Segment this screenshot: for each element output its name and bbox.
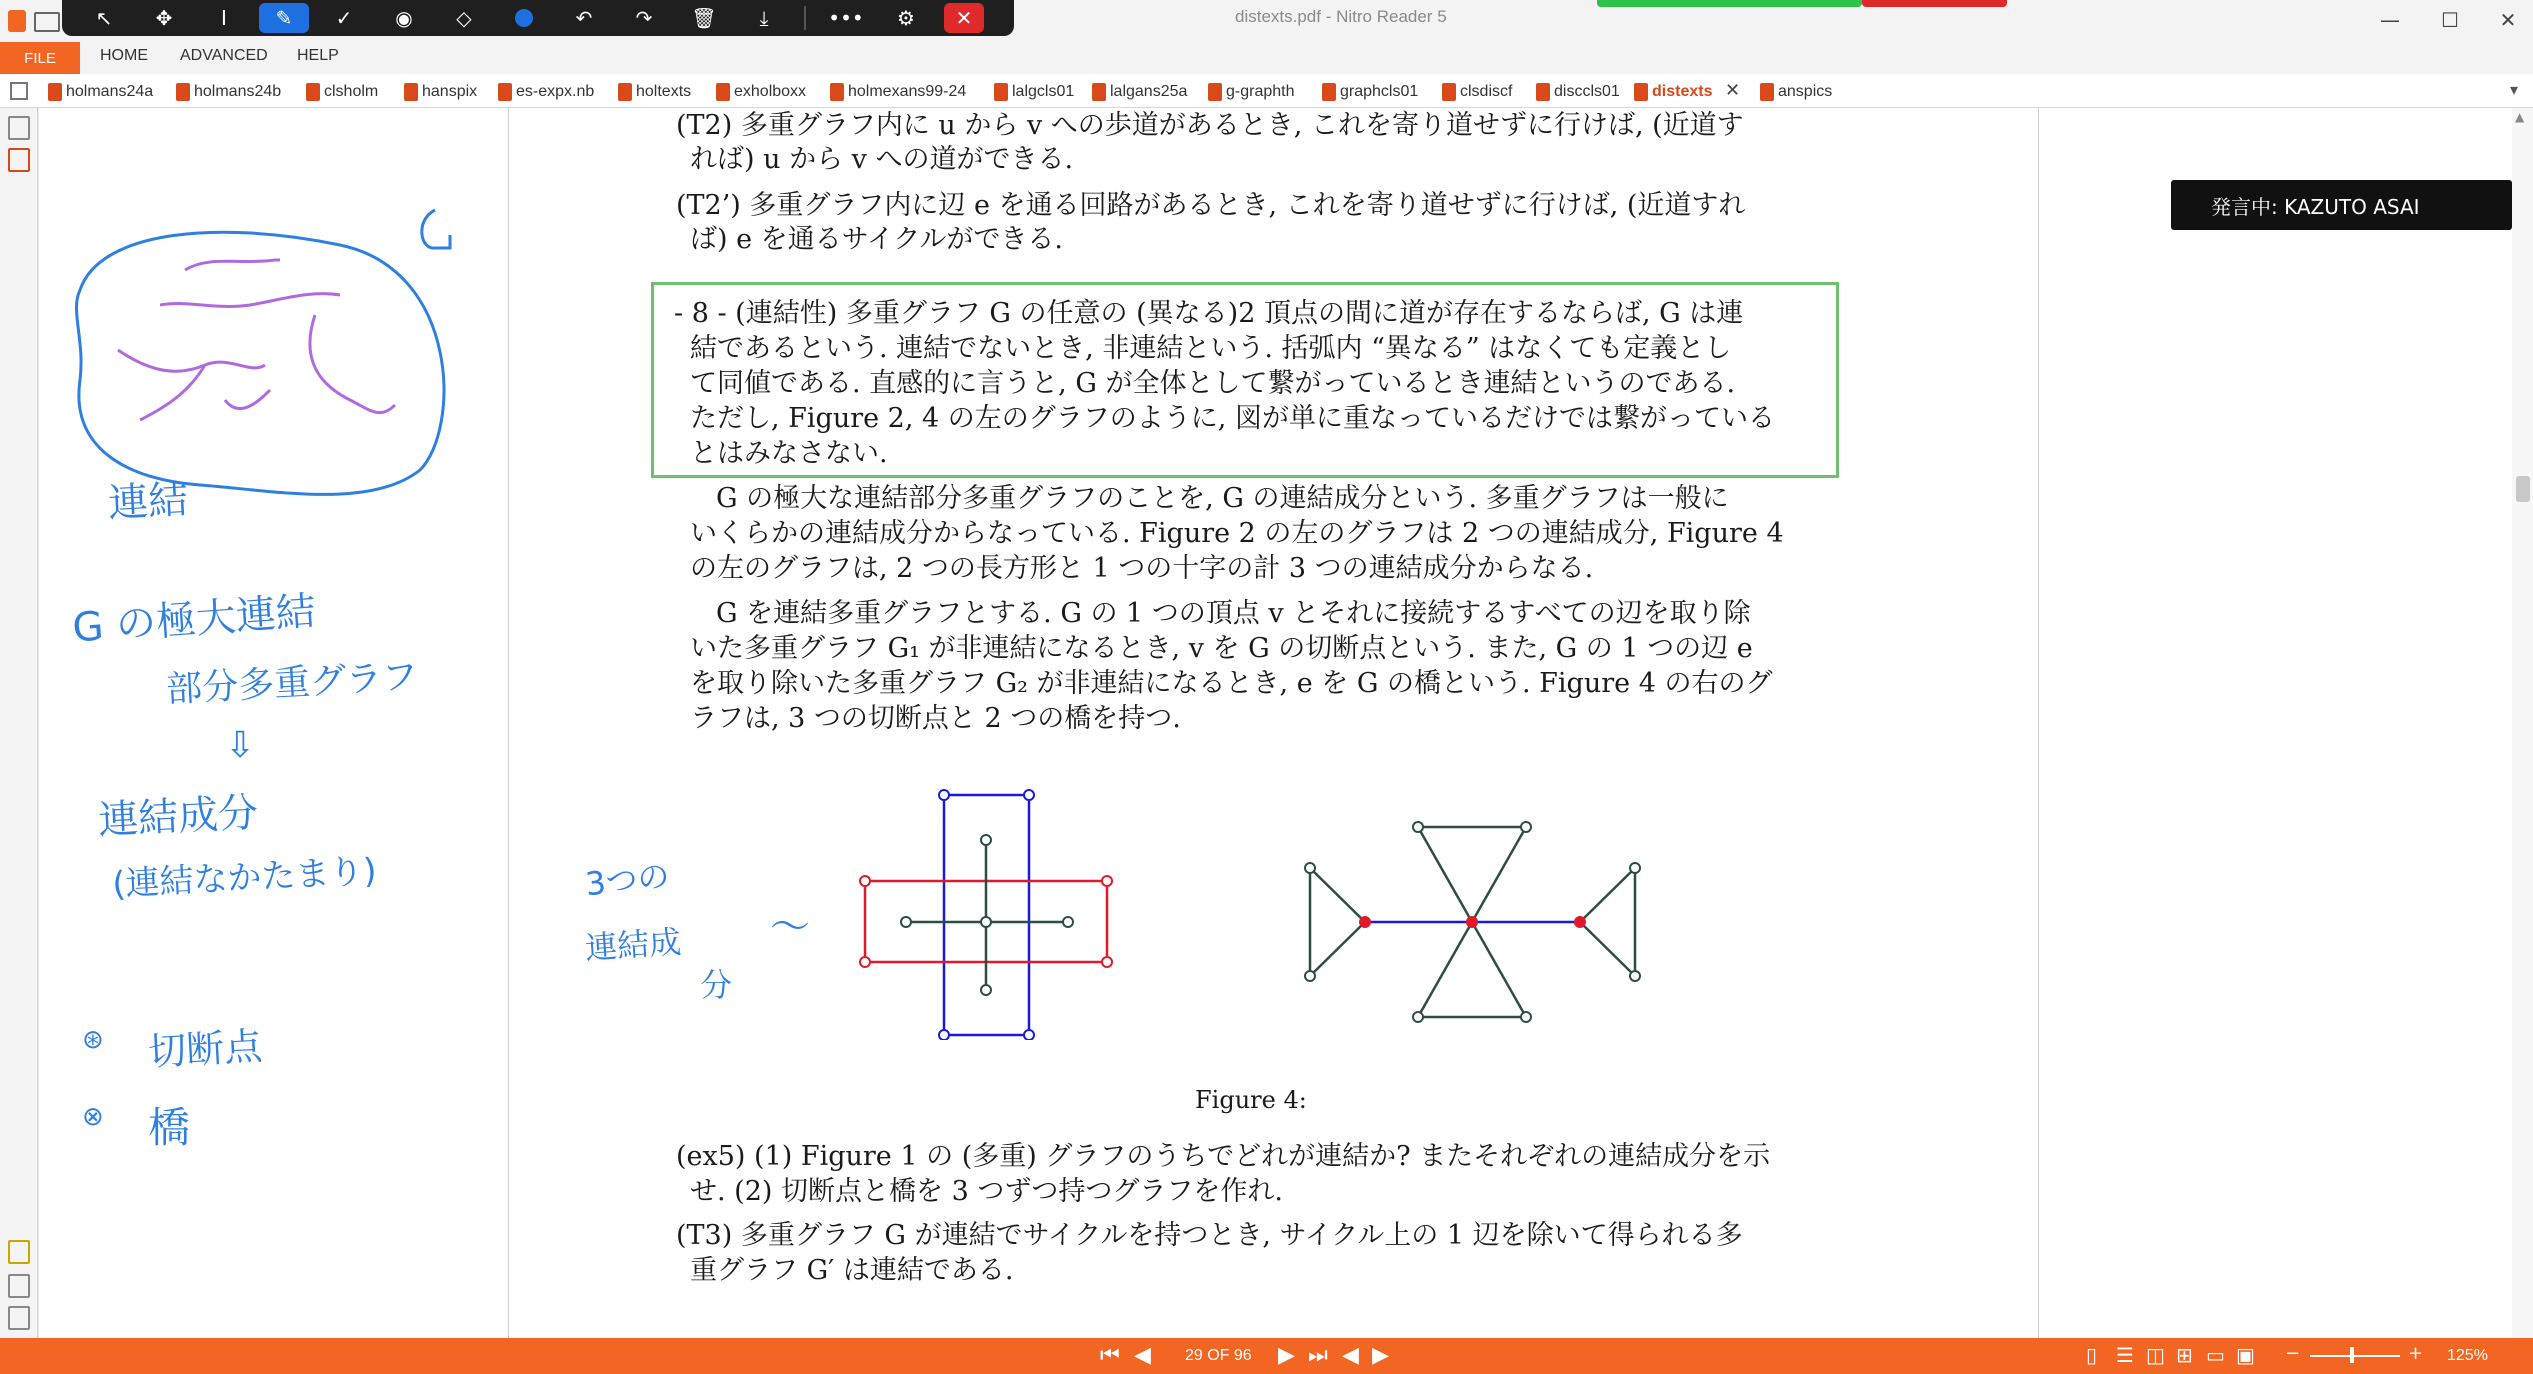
continuous-view-icon[interactable]: ☰ [2116,1343,2134,1367]
handnote-cut-bullet-icon: ⊛ [82,1025,104,1055]
def8-line1: - 8 - (連結性) 多重グラフ G の任意の (異なる)2 頂点の間に道が存在するならば, G は連 [674,298,1744,329]
def8-line2: 結であるという. 連結でないとき, 非連結という. 括弧内 “異なる” はなくても定義とし [690,333,1732,364]
pdf-file-icon [1634,83,1648,101]
menu-help[interactable]: HELP [297,47,339,64]
pen-icon[interactable]: ✎ [259,3,309,33]
handnote-three-3: 分 [700,966,733,1004]
previous-page-icon[interactable]: ◀ [1134,1343,1151,1368]
para2-line3: を取り除いた多重グラフ G₂ が非連結になるとき, e を G の橋という. Figure 4 の右のグ [690,668,1773,699]
handnote-down-arrow-icon: ⇩ [225,725,256,766]
tab-distexts[interactable] [1634,80,1712,104]
def8-line5: とはみなさない. [690,438,888,469]
pdf-file-icon [1322,83,1336,101]
handwritten-blob-sketch [40,190,520,520]
pdf-file-icon [498,83,512,101]
attachments-panel-icon[interactable] [8,1274,30,1298]
handnote-component: 連結成分 [97,789,260,845]
t2-line2: れば) u から v への道ができる. [690,144,1074,175]
para2-line1: G を連結多重グラフとする. G の 1 つの頂点 v とそれに接続するすべての辺を取り除 [716,598,1751,629]
pdf-file-icon [1536,83,1550,101]
handnote-renketsu: 連結 [107,476,190,528]
tab-label: disccls01 [1554,83,1620,100]
handnote-three-1: 3つの [583,856,672,904]
pages-panel-icon[interactable] [8,116,30,140]
ex5-line2: せ. (2) 切断点と橋を 3 つずつ持つグラフを作れ. [690,1176,1283,1207]
redo-icon[interactable]: ↷ [635,6,653,30]
handnote-component-paren: (連結なかたまり) [111,851,378,905]
tab-label: g-graphth [1226,83,1295,100]
t3-line2: 重グラフ G′ は連結である. [690,1255,1014,1286]
tab-label: graphcls01 [1340,83,1419,100]
pdf-file-icon [1760,83,1774,101]
zoom-level[interactable]: 125% [2447,1347,2488,1364]
pen-toolbar [62,0,1014,36]
para1-line2: いくらかの連結成分からなっている. Figure 2 の左のグラフは 2 つの連結成分, Figure 4 [690,518,1784,549]
tab-label: es-expx.nb [516,83,595,100]
download-icon[interactable]: ⤓ [759,6,769,30]
comments-panel-icon[interactable] [8,1240,30,1264]
left-sidebar [0,108,38,1338]
tab-label: hanspix [422,83,478,100]
tab-label: exholboxx [734,83,807,100]
pdf-file-icon [1092,83,1106,101]
para2-line4: ラフは, 3 つの切断点と 2 つの橋を持つ. [690,703,1181,734]
fit-page-icon[interactable]: ▣ [2236,1343,2255,1367]
tab-holmans24b[interactable] [176,80,281,104]
tab-label: clsholm [324,83,379,100]
pdf-file-icon [48,83,62,101]
undo-icon[interactable]: ↶ [575,6,593,30]
zoom-out-icon[interactable]: − [2285,1343,2301,1364]
ex5-line1: (ex5) (1) Figure 1 の (多重) グラフのうちでどれが連結か? またそれぞれの連結成分を示 [676,1141,1771,1172]
tab-label: anspics [1778,83,1833,100]
cut-vertex [1574,916,1586,928]
page-number-field[interactable]: 29 OF 96 [1185,1347,1252,1364]
settings-icon[interactable]: ⚙ [897,6,915,30]
pdf-file-icon [618,83,632,101]
tab-label: clsdiscf [1460,83,1513,100]
tab-g-graphth[interactable] [1208,80,1295,104]
pdf-file-icon [404,83,418,101]
tab-holtexts[interactable] [618,80,691,104]
page-border-right [2038,108,2039,1338]
tab-label: distexts [1652,83,1713,100]
tab-exholboxx[interactable] [716,80,806,104]
handnote-tilde: 〜 [770,904,810,950]
pdf-file-icon [994,83,1008,101]
handnote-three-2: 連結成 [583,922,683,968]
figure-caption: Figure 4: [1195,1086,1307,1114]
para1-line1: G の極大な連結部分多重グラフのことを, G の連結成分という. 多重グラフは一般に [716,483,1729,514]
pdf-file-icon [830,83,844,101]
zoom-in-icon[interactable]: + [2408,1343,2424,1364]
more-icon[interactable]: ••• [828,6,864,30]
tab-disccls01[interactable] [1536,80,1620,104]
scroll-up-icon[interactable]: ▲ [2515,110,2525,124]
tab-clsholm[interactable] [306,80,378,104]
close-icon[interactable]: ✕ [944,3,984,33]
tab-list-icon[interactable] [10,82,28,100]
next-view-icon[interactable]: ▶ [1372,1343,1389,1368]
tab-holmexans99-24[interactable] [830,80,966,104]
check-icon[interactable]: ✓ [335,6,353,30]
text-cursor-icon[interactable]: I [221,6,227,30]
t2p-line2: ば) e を通るサイクルができる. [690,224,1064,255]
tab-es-expx[interactable] [498,80,594,104]
last-page-icon[interactable]: ⏭ [1308,1343,1328,1368]
tab-label: holmans24b [194,83,282,100]
figure-4-graphs [850,780,1650,1040]
tab-label: holmans24a [66,83,154,100]
trash-icon[interactable]: 🗑 [691,6,717,30]
color-dot-icon[interactable] [494,0,554,36]
pdf-file-icon [1442,83,1456,101]
bookmarks-panel-icon[interactable] [8,148,30,172]
tab-label: holtexts [636,83,692,100]
para1-line3: の左のグラフは, 2 つの長方形と 1 つの十字の計 3 つの連結成分からなる. [690,553,1594,584]
pdf-file-icon [1208,83,1222,101]
close-window-button[interactable]: ✕ [2499,8,2517,32]
tab-label: lalgans25a [1110,83,1188,100]
output-panel-icon[interactable] [8,1306,30,1330]
move-icon[interactable]: ✥ [155,6,173,30]
next-page-icon[interactable]: ▶ [1278,1343,1295,1368]
tab-anspics[interactable] [1760,80,1832,104]
file-menu[interactable]: FILE [0,42,80,74]
tab-clsdiscf[interactable] [1442,80,1512,104]
pdf-file-icon [716,83,730,101]
open-folder-icon[interactable] [34,12,60,32]
tab-graphcls01[interactable] [1322,80,1418,104]
maximize-button[interactable]: ☐ [2441,8,2459,32]
vertical-scrollbar[interactable] [2512,108,2533,1338]
t3-line1: (T3) 多重グラフ G が連結でサイクルを持つとき, サイクル上の 1 辺を除いて得られる多 [676,1220,1743,1251]
pdf-file-icon [306,83,320,101]
zoom-slider-thumb[interactable] [2350,1347,2354,1363]
def8-line3: て同値である. 直感的に言うと, G が全体として繋がっているとき連結というのである. [690,368,1736,399]
speaking-indicator: 発言中: KAZUTO ASAI [2171,180,2512,230]
tab-hanspix[interactable] [404,80,477,104]
scrollbar-thumb[interactable] [2516,476,2530,502]
window-title: distexts.pdf - Nitro Reader 5 [1235,7,1447,26]
tab-holmans24a[interactable] [48,80,153,104]
para2-line2: いた多重グラフ G₁ が非連結になるとき, v を G の切断点という. また, G の 1 つの辺 e [690,633,1753,664]
def8-line4: ただし, Figure 2, 4 の左のグラフのように, 図が単に重なっているだけでは繋がっている [690,403,1775,434]
facing-continuous-view-icon[interactable]: ⊞ [2176,1343,2193,1367]
t2-line1: (T2) 多重グラフ内に u から v への歩道があるとき, これを寄り道せずに行けば, (近道す [676,110,1744,141]
cut-vertex [1466,916,1478,928]
tab-label: lalgcls01 [1012,83,1075,100]
tab-lalgans25a[interactable] [1092,80,1187,104]
eraser-icon[interactable]: ◇ [456,6,472,30]
nitro-logo-icon [8,10,26,32]
minimize-button[interactable]: — [2380,8,2400,32]
first-page-icon[interactable]: ⏮ [1100,1343,1120,1368]
pdf-file-icon [176,83,190,101]
meeting-status-green [1597,0,1862,7]
zoom-slider[interactable] [2310,1355,2400,1357]
handnote-bridge: 橋 [148,1103,191,1152]
handnote-maximal-1: G の極大連結 [70,588,318,652]
tabs-overflow-chevron-icon[interactable]: ▾ [2510,80,2519,99]
cut-vertex [1359,916,1371,928]
tab-label: holmexans99-24 [848,83,967,100]
facing-view-icon[interactable]: ◫ [2146,1343,2165,1367]
previous-view-icon[interactable]: ◀ [1342,1343,1359,1368]
stamp-icon[interactable]: ◉ [395,6,413,30]
menu-home[interactable]: HOME [100,47,148,64]
tab-lalgcls01[interactable] [994,80,1074,104]
close-tab-icon[interactable]: ✕ [1725,80,1741,101]
single-page-view-icon[interactable]: ▯ [2086,1343,2098,1367]
select-arrow-icon[interactable]: ↖ [95,6,113,30]
menu-advanced[interactable]: ADVANCED [180,47,268,64]
handnote-maximal-2: 部分多重グラフ [165,656,420,711]
t2p-line1: (T2’) 多重グラフ内に辺 e を通る回路があるとき, これを寄り道せずに行けば, (近道すれ [676,190,1746,221]
fit-width-icon[interactable]: ▭ [2206,1343,2225,1367]
handnote-bridge-bullet-icon: ⊗ [82,1102,104,1132]
toolbar-divider [804,6,806,30]
handnote-cut-vertex: 切断点 [147,1024,264,1074]
ribbon-bar [0,42,2533,74]
meeting-status-red [1862,0,2007,7]
